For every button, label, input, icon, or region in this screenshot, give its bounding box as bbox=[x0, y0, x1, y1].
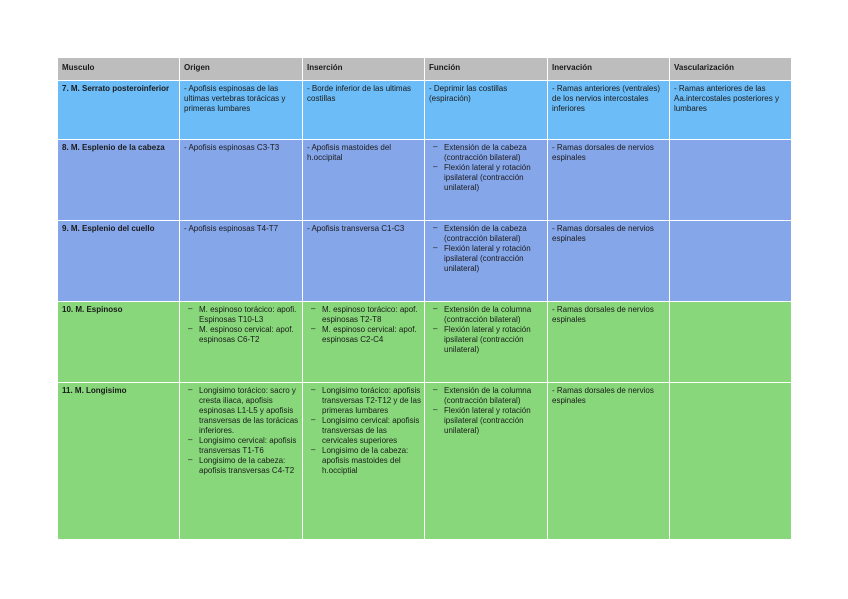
list-item: ‒ Longisimo cervical: apofisis transversas T1-T6 bbox=[188, 436, 299, 456]
vascularizacion-cell bbox=[670, 140, 792, 221]
muscle-name-cell: 7. M. Serrato posteroinferior bbox=[58, 81, 180, 140]
table-row bbox=[58, 221, 792, 302]
insercion-cell: - Borde inferior de las ultimas costillas bbox=[303, 81, 425, 140]
list-item: ‒ Extensión de la columna (contracción bilateral) bbox=[433, 386, 544, 406]
header-inervacion: Inervación bbox=[548, 58, 670, 81]
bullet-list bbox=[429, 143, 544, 193]
list-item: ‒ Extensión de la cabeza (contracción bilateral) bbox=[433, 224, 544, 244]
list-item: ‒ Extensión de la columna (contracción bilateral) bbox=[433, 305, 544, 325]
list-item: ‒ Extensión de la cabeza (contracción bilateral) bbox=[433, 143, 544, 163]
muscle-name-cell: 11. M. Longisimo bbox=[58, 383, 180, 540]
vascularizacion-cell bbox=[670, 221, 792, 302]
insercion-cell: - Apofisis transversa C1-C3 bbox=[303, 221, 425, 302]
header-musculo: Musculo bbox=[58, 58, 180, 81]
inervacion-cell: - Ramas dorsales de nervios espinales bbox=[548, 140, 670, 221]
vascularizacion-cell bbox=[670, 302, 792, 383]
header-insercion: Inserción bbox=[303, 58, 425, 81]
list-item: ‒ M. espinoso torácico: apofi. Espinosas T10-L3 bbox=[188, 305, 299, 325]
table-row bbox=[58, 140, 792, 221]
inervacion-cell: - Ramas anteriores (ventrales) de los nervios intercostales inferiores bbox=[548, 81, 670, 140]
insercion-cell bbox=[303, 383, 425, 540]
bullet-list bbox=[429, 305, 544, 355]
list-item: ‒ Longisimo torácico: apofisis transversas T2-T12 y de las primeras lumbares bbox=[311, 386, 421, 416]
table-row bbox=[58, 81, 792, 140]
list-item: ‒ M. espinoso cervical: apof. espinosas C6-T2 bbox=[188, 325, 299, 345]
bullet-list bbox=[429, 386, 544, 436]
bullet-list bbox=[184, 386, 299, 476]
bullet-list bbox=[307, 386, 421, 476]
muscle-name-cell: 8. M. Esplenio de la cabeza bbox=[58, 140, 180, 221]
list-item: ‒ M. espinoso cervical: apof. espinosas C2-C4 bbox=[311, 325, 421, 345]
funcion-cell: - Deprimir las costillas (espiración) bbox=[425, 81, 548, 140]
bullet-list bbox=[184, 305, 299, 345]
list-item: ‒ Flexión lateral y rotación ipsilateral (contracción unilateral) bbox=[433, 406, 544, 436]
funcion-cell bbox=[425, 140, 548, 221]
header-funcion: Función bbox=[425, 58, 548, 81]
list-item: ‒ Longisimo de la cabeza: apofisis mastoides del h.occiptial bbox=[311, 446, 421, 476]
table-row bbox=[58, 302, 792, 383]
origen-cell: - Apofisis espinosas de las ultimas vertebras torácicas y primeras lumbares bbox=[180, 81, 303, 140]
inervacion-cell: - Ramas dorsales de nervios espinales bbox=[548, 302, 670, 383]
list-item: ‒ Longisimo cervical: apofisis transversas de las cervicales superiores bbox=[311, 416, 421, 446]
funcion-cell bbox=[425, 302, 548, 383]
table-header-row bbox=[58, 58, 792, 81]
list-item: ‒ Flexión lateral y rotación ipsilateral (contracción unilateral) bbox=[433, 325, 544, 355]
list-item: ‒ Longisimo de la cabeza: apofisis transversas C4-T2 bbox=[188, 456, 299, 476]
list-item: ‒ Longisimo torácico: sacro y cresta iliaca, apofisis espinosas L1-L5 y apofisis transversas de las torácicas inferiores. bbox=[188, 386, 299, 436]
header-origen: Origen bbox=[180, 58, 303, 81]
vascularizacion-cell: - Ramas anteriores de las Aa.intercostales posteriores y lumbares bbox=[670, 81, 792, 140]
muscle-name-cell: 10. M. Espinoso bbox=[58, 302, 180, 383]
insercion-cell: - Apofisis mastoides del h.occipital bbox=[303, 140, 425, 221]
origen-cell: - Apofisis espinosas C3-T3 bbox=[180, 140, 303, 221]
funcion-cell bbox=[425, 221, 548, 302]
table-row bbox=[58, 383, 792, 540]
bullet-list bbox=[307, 305, 421, 345]
inervacion-cell: - Ramas dorsales de nervios espinales bbox=[548, 383, 670, 540]
origen-cell bbox=[180, 383, 303, 540]
insercion-cell bbox=[303, 302, 425, 383]
vascularizacion-cell bbox=[670, 383, 792, 540]
bullet-list bbox=[429, 224, 544, 274]
muscle-table-page bbox=[57, 57, 791, 540]
inervacion-cell: - Ramas dorsales de nervios espinales bbox=[548, 221, 670, 302]
origen-cell: - Apofisis espinosas T4-T7 bbox=[180, 221, 303, 302]
list-item: ‒ Flexión lateral y rotación ipsilateral (contracción unilateral) bbox=[433, 163, 544, 193]
origen-cell bbox=[180, 302, 303, 383]
funcion-cell bbox=[425, 383, 548, 540]
list-item: ‒ Flexión lateral y rotación ipsilateral (contracción unilateral) bbox=[433, 244, 544, 274]
list-item: ‒ M. espinoso torácico: apof. espinosas T2-T8 bbox=[311, 305, 421, 325]
muscle-name-cell: 9. M. Esplenio del cuello bbox=[58, 221, 180, 302]
muscle-table bbox=[57, 57, 792, 540]
header-vascularizacion: Vascularización bbox=[670, 58, 792, 81]
